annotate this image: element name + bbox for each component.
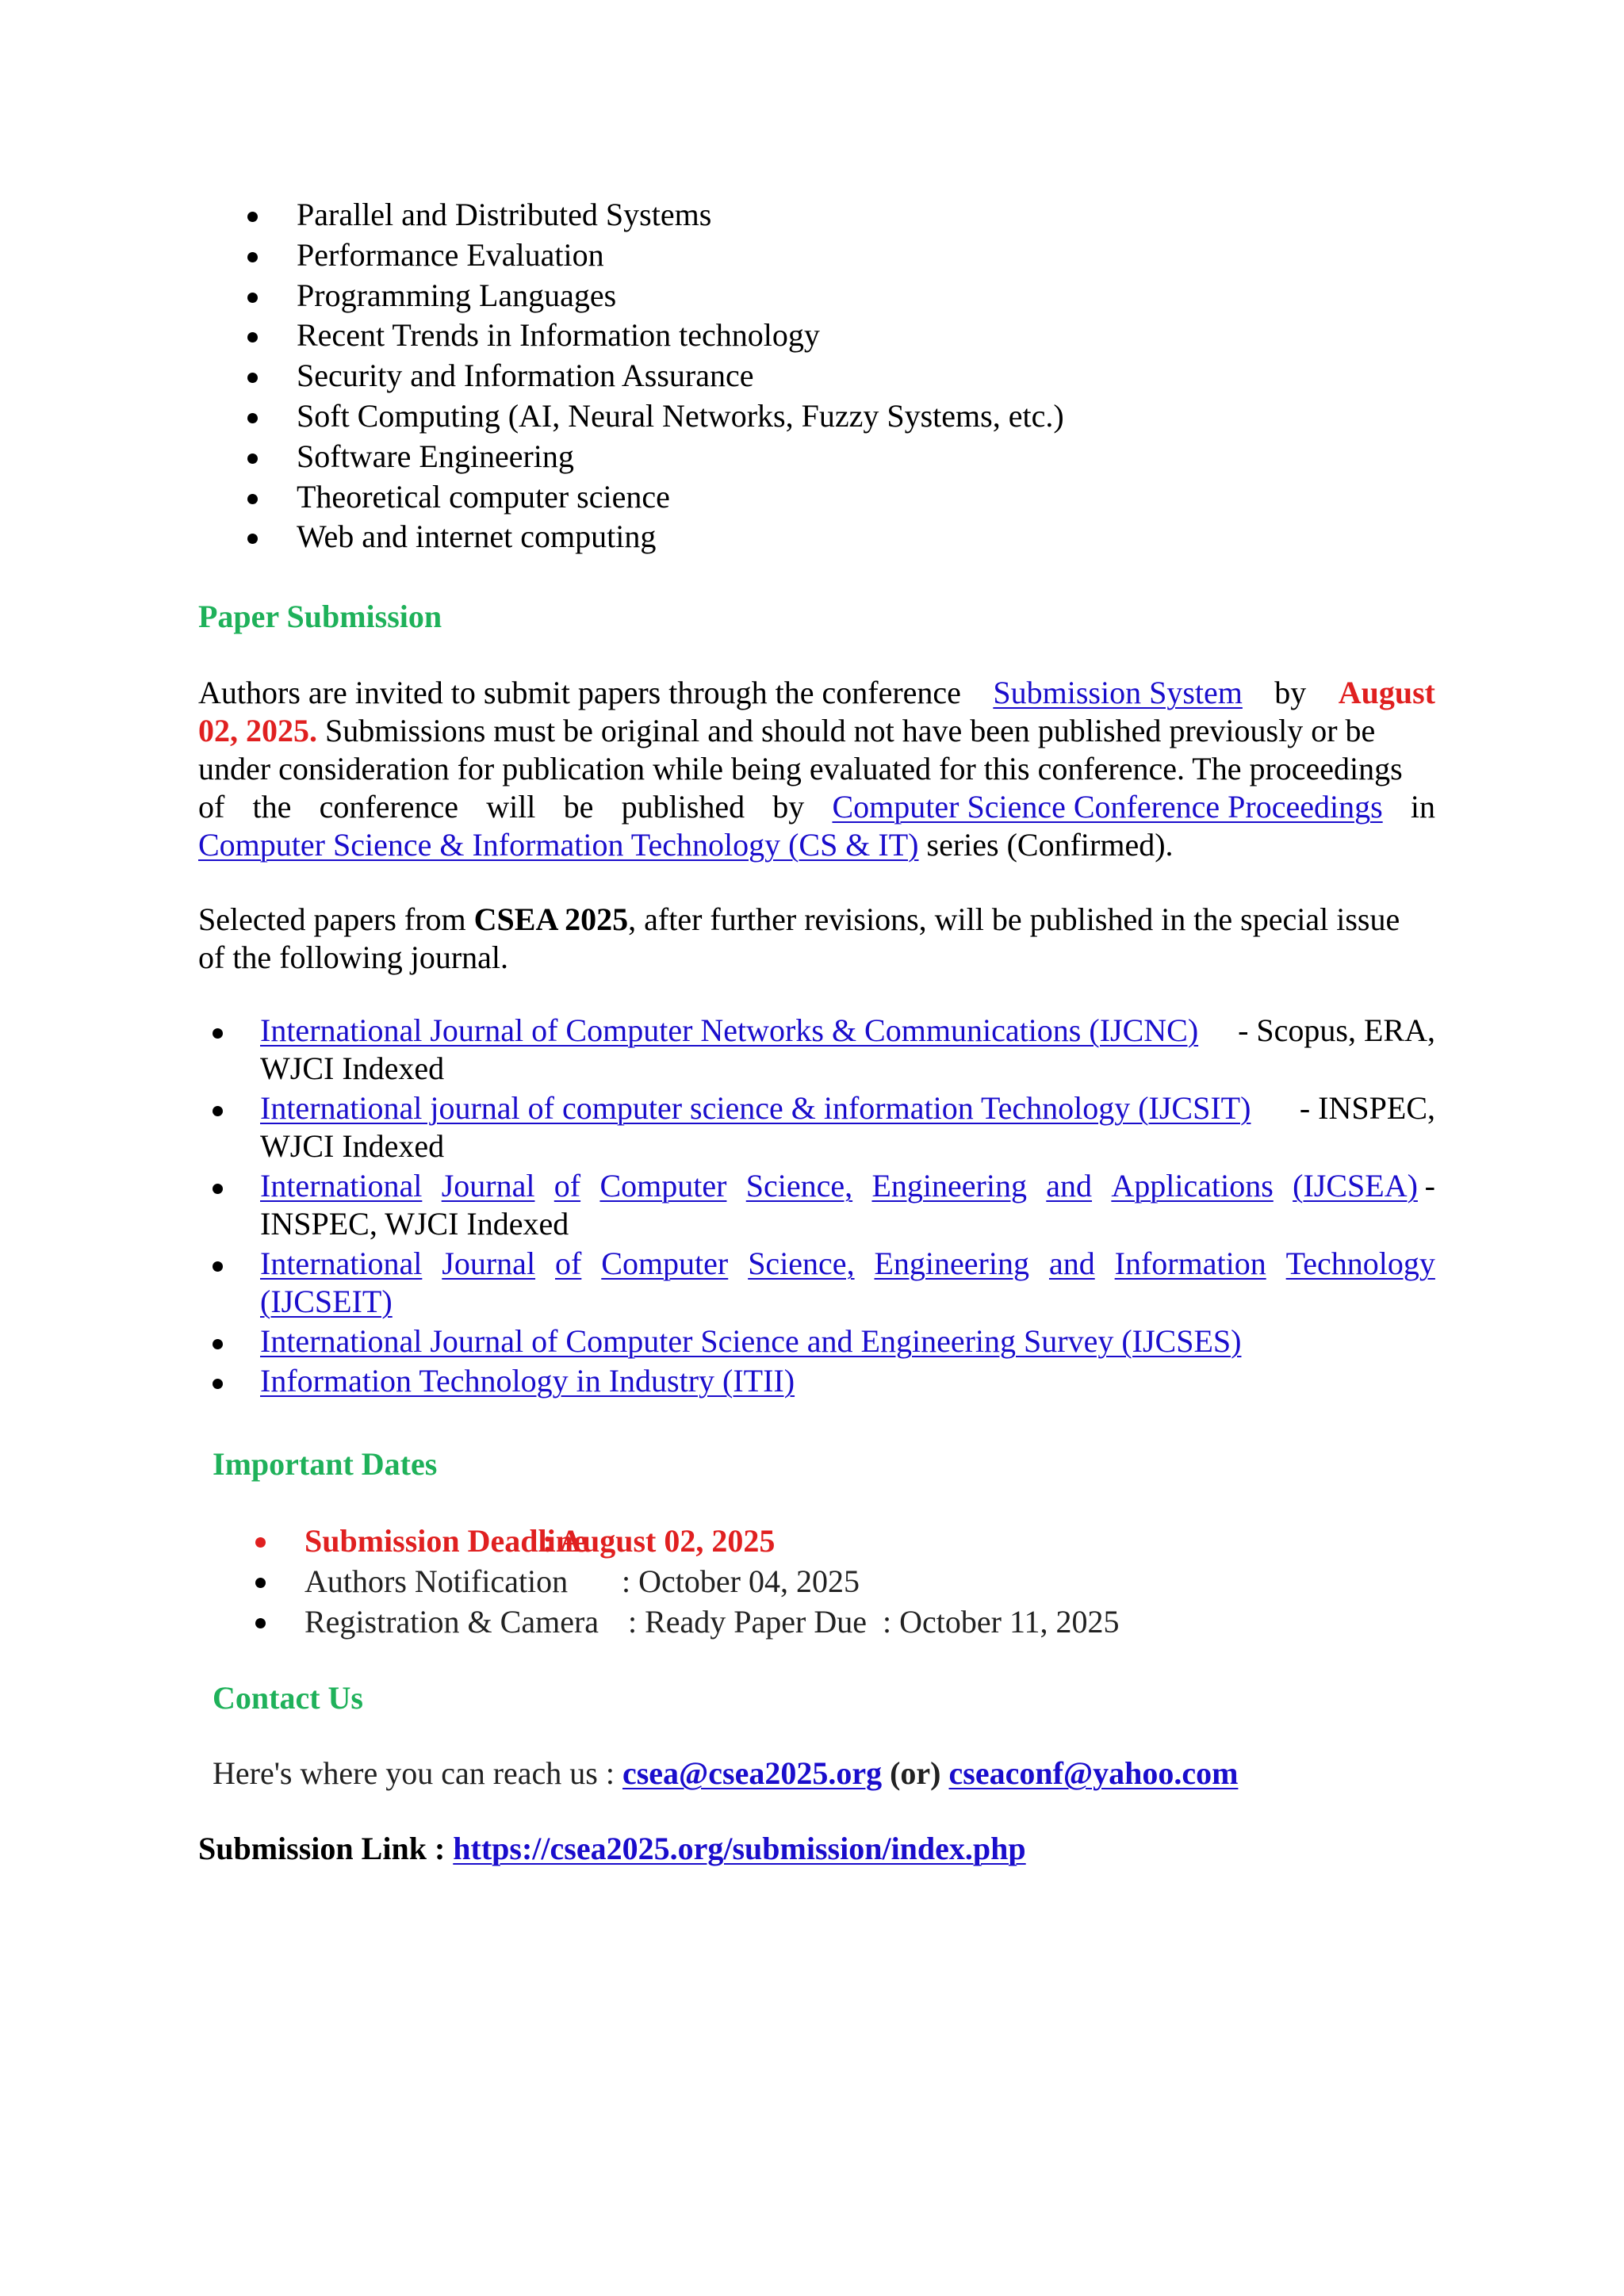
deadline-highlight: August xyxy=(1338,675,1435,710)
list-item: Security and Information Assurance xyxy=(247,356,1064,396)
list-item: Performance Evaluation xyxy=(247,235,1064,276)
dates-list xyxy=(255,1521,1119,1642)
journal-link-itii[interactable]: Information Technology in Industry (ITII) xyxy=(260,1363,795,1399)
bullet-icon xyxy=(247,293,258,303)
contact-line: Here's where you can reach us : csea@csea2025.org (or) cseaconf@yahoo.com xyxy=(213,1755,1239,1791)
bullet-icon xyxy=(213,1339,223,1349)
paper-submission-heading: Paper Submission xyxy=(198,599,442,634)
bullet-icon xyxy=(213,1379,223,1389)
list-item: Theoretical computer science xyxy=(247,477,1064,518)
conference-name: CSEA 2025 xyxy=(473,901,629,937)
bullet-icon xyxy=(213,1106,223,1116)
selected-papers-paragraph xyxy=(198,901,1435,977)
deadline-highlight: 02, 2025. xyxy=(198,713,317,748)
list-item: Web and internet computing xyxy=(247,517,1064,557)
submission-url-link[interactable]: https://csea2025.org/submission/index.php xyxy=(453,1831,1026,1866)
email-link-primary[interactable]: csea@csea2025.org xyxy=(622,1755,883,1791)
submission-system-link[interactable]: Submission System xyxy=(993,675,1243,710)
submission-paragraph xyxy=(198,674,1435,864)
bullet-icon xyxy=(213,1261,223,1272)
list-item xyxy=(208,1322,1435,1360)
list-item: Recent Trends in Information technology xyxy=(247,316,1064,356)
bullet-icon xyxy=(255,1578,266,1588)
bullet-icon xyxy=(213,1184,223,1194)
bullet-icon xyxy=(247,453,258,464)
bullet-icon xyxy=(213,1028,223,1039)
paragraph-line: Authors are invited to submit papers through the conference Submission System by August xyxy=(198,675,1435,710)
bullet-icon xyxy=(247,252,258,262)
important-dates-heading: Important Dates xyxy=(213,1446,438,1482)
bullet-icon xyxy=(247,212,258,222)
paragraph-line: under consideration for publication while being evaluated for this conference. The proceedings xyxy=(198,751,1403,786)
paragraph-line: Selected papers from CSEA 2025, after further revisions, will be published in the special issue xyxy=(198,901,1400,937)
list-item: Authors Notification : October 04, 2025 xyxy=(255,1561,1119,1601)
paragraph-line: of the conference will be published by Computer Science Conference Proceedings in xyxy=(198,789,1435,825)
list-item: International Journal of Computer Networks & Communications (IJCNC) - Scopus, ERA, WJCI Indexed xyxy=(208,1012,1435,1088)
journal-link-ijcsit[interactable]: International journal of computer science & information Technology (IJCSIT) xyxy=(260,1090,1251,1126)
bullet-icon xyxy=(247,494,258,504)
bullet-icon xyxy=(247,413,258,423)
contact-heading: Contact Us xyxy=(213,1680,363,1716)
list-item: Programming Languages xyxy=(247,276,1064,316)
journal-link-ijcnc[interactable]: International Journal of Computer Networks & Communications (IJCNC) xyxy=(260,1012,1199,1048)
bullet-icon xyxy=(247,373,258,383)
list-item: Soft Computing (AI, Neural Networks, Fuzzy Systems, etc.) xyxy=(247,396,1064,437)
list-item xyxy=(208,1362,1435,1400)
list-item xyxy=(208,1245,1435,1321)
journals-list xyxy=(208,1012,1435,1402)
list-item: Registration & Camera : Ready Paper Due : October 11, 2025 xyxy=(255,1601,1119,1642)
paragraph-line: Computer Science & Information Technology (CS & IT) series (Confirmed). xyxy=(198,827,1174,863)
paragraph-line: 02, 2025. Submissions must be original and should not have been published previously or be xyxy=(198,713,1376,748)
list-item: Parallel and Distributed Systems xyxy=(247,195,1064,235)
journal-link-ijcses[interactable]: International Journal of Computer Science and Engineering Survey (IJCSES) xyxy=(260,1323,1242,1359)
list-item: Software Engineering xyxy=(247,437,1064,477)
submission-link-line: Submission Link : https://csea2025.org/submission/index.php xyxy=(198,1831,1026,1866)
bullet-icon xyxy=(255,1618,266,1628)
bullet-icon xyxy=(255,1537,266,1548)
journal-link-ijcseit[interactable]: International Journal of Computer Science, Engineering and Information Technology (IJCSEIT) xyxy=(260,1246,1435,1319)
bullet-icon xyxy=(247,332,258,342)
list-item: International journal of computer science & information Technology (IJCSIT) - INSPEC, WJCI Indexed xyxy=(208,1089,1435,1165)
journal-link-ijcsea[interactable]: International Journal of Computer Science, Engineering and Applications (IJCSEA) xyxy=(260,1168,1418,1203)
paragraph-line: of the following journal. xyxy=(198,939,509,975)
list-item: International Journal of Computer Science, Engineering and Applications (IJCSEA) - INSPEC, WJCI Indexed xyxy=(208,1167,1435,1243)
proceedings-link[interactable]: Computer Science Conference Proceedings xyxy=(832,789,1383,825)
csit-series-link[interactable]: Computer Science & Information Technology (CS & IT) xyxy=(198,827,919,863)
topics-list xyxy=(247,195,1064,557)
email-link-secondary[interactable]: cseaconf@yahoo.com xyxy=(948,1755,1239,1791)
list-item: Submission Deadline: August 02, 2025 xyxy=(255,1521,1119,1561)
bullet-icon xyxy=(247,534,258,544)
